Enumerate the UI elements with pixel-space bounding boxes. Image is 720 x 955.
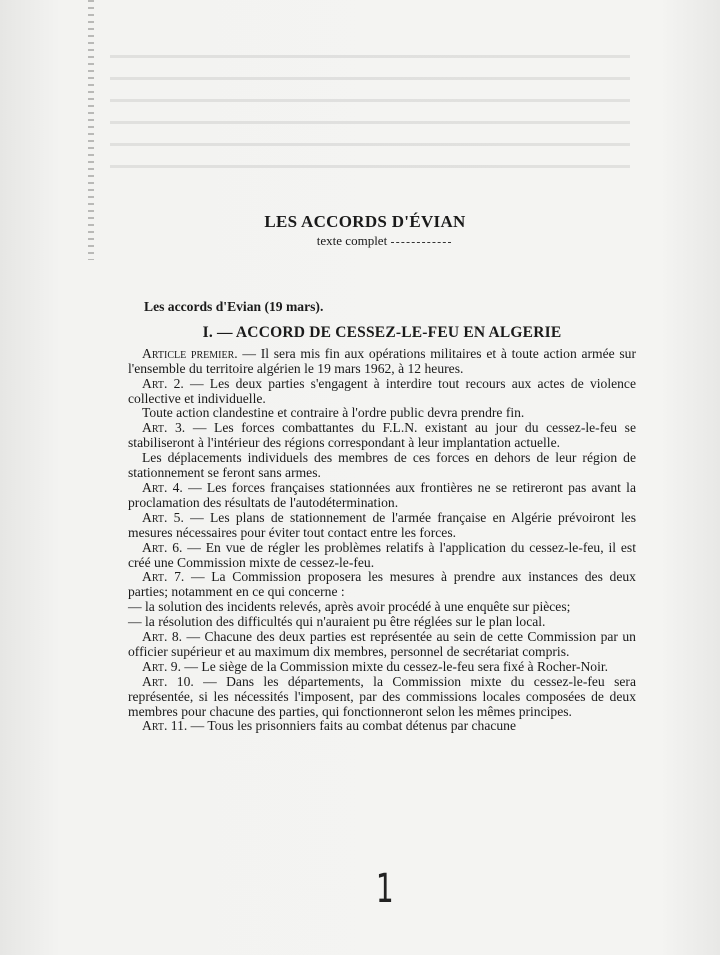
article-label: Art. 3. <box>142 420 186 436</box>
article-label: Art. 10. <box>142 673 194 689</box>
article-paragraph <box>128 347 636 377</box>
section-title: I. — ACCORD DE CESSEZ-LE-FEU EN ALGERIE <box>202 323 562 341</box>
article-paragraph <box>128 630 636 660</box>
title-block <box>0 212 720 249</box>
page-number: 1 <box>375 866 394 912</box>
article-label: Art. 8. <box>142 629 183 645</box>
document-body <box>128 300 636 734</box>
subtitle-text: texte complet <box>316 233 388 248</box>
article-label: Art. 2. <box>142 375 184 391</box>
article-text: — Les deux parties s'engagent à interdire tout recours aux actes de violence collective et individuelle. <box>128 375 636 406</box>
article-text: — Les plans de stationnement de l'armée française en Algérie prévoiront les mesures nécessaires pour éviter tout contact entre les forces. <box>128 509 636 540</box>
article-paragraph <box>128 541 636 571</box>
intro-line: Les accords d'Evian (19 mars). <box>144 299 324 314</box>
article-label: Art. 11. <box>142 718 188 734</box>
document-subtitle <box>48 233 720 249</box>
article-paragraph <box>128 675 636 720</box>
article-text: — Les forces françaises stationnées aux frontières ne se retireront pas avant la proclamation des résultats de l'autodétermination. <box>128 479 636 510</box>
article-text: — Chacune des deux parties est représentée au sein de cette Commission par un officier supérieur et au maximum dix membres, personnel de secrétariat compris. <box>128 629 636 659</box>
article-label: Art. 6. <box>142 539 183 555</box>
article-text: — Il sera mis fin aux opérations militaires et à toute action armée sur l'ensemble du territoire algérien le 19 mars 1962, à 12 heures. <box>128 345 637 376</box>
article-text: — La Commission proposera les mesures à prendre aux instances des deux parties; notamment en ce qui concerne : <box>128 569 636 600</box>
article-text: Les déplacements individuels des membres de ces forces en dehors de leur région de stationnement se feront sans armes. <box>128 450 636 481</box>
article-text: — la solution des incidents relevés, après avoir procédé à une enquête sur pièces; <box>128 599 571 615</box>
article-paragraph <box>128 481 636 511</box>
article-paragraph <box>128 570 636 600</box>
article-paragraph <box>128 377 636 407</box>
paragraph-list <box>128 347 636 735</box>
article-label: Art. 5. <box>142 509 184 525</box>
article-text: — Les forces combattantes du F.L.N. existant au jour du cessez-le-feu se stabiliseront à l'intérieur des régions correspondant à leur implantation actuelle. <box>128 420 636 451</box>
article-label: Art. 7. <box>142 569 185 585</box>
document-title: LES ACCORDS D'ÉVIAN <box>264 212 466 231</box>
article-text: — Dans les départements, la Commission mixte du cessez-le-feu sera représentée, si les nécessités l'imposent, par des commissions locales composées de deux membres pour chacune des parties, qui fonctionneront selon les mêmes principes. <box>128 673 636 719</box>
article-text: — Tous les prisonniers faits au combat détenus par chacune <box>187 718 517 734</box>
article-text: Toute action clandestine et contraire à l'ordre public devra prendre fin. <box>142 405 525 421</box>
article-text: — la résolution des difficultés qui n'auraient pu être réglées sur le plan local. <box>128 614 546 630</box>
article-paragraph <box>128 600 636 615</box>
article-text: — En vue de régler les problèmes relatifs à l'application du cessez-le-feu, il est créé une Commission mixte de cessez-le-feu. <box>128 539 636 570</box>
article-label: Art. 4. <box>142 479 183 495</box>
article-paragraph <box>128 511 636 541</box>
article-paragraph <box>128 406 636 421</box>
article-paragraph <box>128 451 636 481</box>
bleed-through-text <box>110 55 630 185</box>
article-label: Art. 9. <box>142 658 181 674</box>
article-paragraph <box>128 719 636 734</box>
article-paragraph <box>128 660 636 675</box>
article-text: — Le siège de la Commission mixte du cessez-le-feu sera fixé à Rocher-Noir. <box>181 658 609 674</box>
subtitle-dash <box>391 242 451 243</box>
article-paragraph <box>128 615 636 630</box>
article-paragraph <box>128 421 636 451</box>
article-label: Article premier. <box>142 345 238 361</box>
